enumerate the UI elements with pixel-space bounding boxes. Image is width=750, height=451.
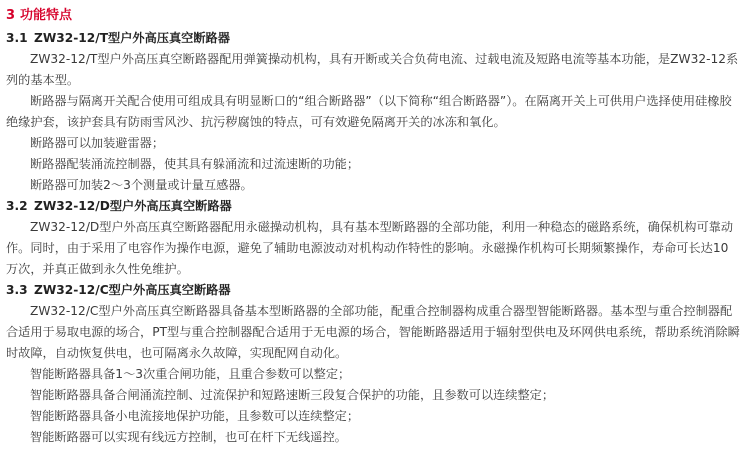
section-title: ZW32-12/T型户外高压真空断路器 [34,31,230,45]
chapter-number: 3 [6,8,16,23]
section-title: ZW32-12/C型户外高压真空断路器 [34,283,231,297]
section-number: 3.1 [6,31,28,45]
feature-line: 智能断路器可以实现有线远方控制，也可在杆下无线遥控。 [30,430,347,444]
section-3-2 [6,196,740,280]
section-number: 3.3 [6,283,28,297]
paragraph: 断路器与隔离开关配合使用可组成具有明显断口的“组合断路器”（以下简称“组合断路器”）。在隔离开关上可供用户选择使用硅橡胶绝缘护套，该护套具有防雨雪风沙、抗污秽腐蚀的特点，可有效避免隔离开关的冰冻和氧化。 [6,94,732,129]
section-3-1 [6,28,740,196]
feature-line: 智能断路器具备小电流接地保护功能，且参数可以连续整定； [30,409,360,423]
section-heading [6,196,740,217]
chapter-title: 功能特点 [20,8,73,23]
section-number: 3.2 [6,199,28,213]
chapter-heading [6,6,740,28]
section-3-3 [6,280,740,448]
paragraph: ZW32-12/C型户外高压真空断路器具备基本型断路器的全部功能，配重合控制器构成重合器型智能断路器。基本型与重合控制器配合适用于易取电源的场合，PT型与重合控制器配合适用于无电源的场合，智能断路器适用于辐射型供电及环网供电系统，帮助系统消除瞬时故障，自动恢复供电，也可隔离永久故障，实现配网自动化。 [6,304,740,360]
section-heading [6,28,740,49]
section-title: ZW32-12/D型户外高压真空断路器 [34,199,232,213]
section-heading [6,280,740,301]
feature-line: 智能断路器具备1～3次重合闸功能，且重合参数可以整定； [30,367,351,381]
feature-line: 断路器可加装2～3个测量或计量互感器。 [30,178,253,192]
paragraph: ZW32-12/T型户外高压真空断路器配用弹簧操动机构，具有开断或关合负荷电流、过载电流及短路电流等基本功能，是ZW32-12系列的基本型。 [6,52,739,87]
feature-line: 断路器配装涌流控制器，使其具有躲涌流和过流速断的功能； [30,157,360,171]
paragraph: ZW32-12/D型户外高压真空断路器配用永磁操动机构，具有基本型断路器的全部功能，利用一种稳态的磁路系统，确保机构可靠动作。同时，由于采用了电容作为操作电源，避免了辅助电源波动对机构动作特性的影响。永磁操作机构可长期频繁操作，寿命可长达10万次，并真正做到永久性免维护。 [6,220,734,276]
feature-line: 断路器可以加装避雷器； [30,136,165,150]
feature-line: 智能断路器具备合闸涌流控制、过流保护和短路速断三段复合保护的功能，且参数可以连续整定； [30,388,555,402]
